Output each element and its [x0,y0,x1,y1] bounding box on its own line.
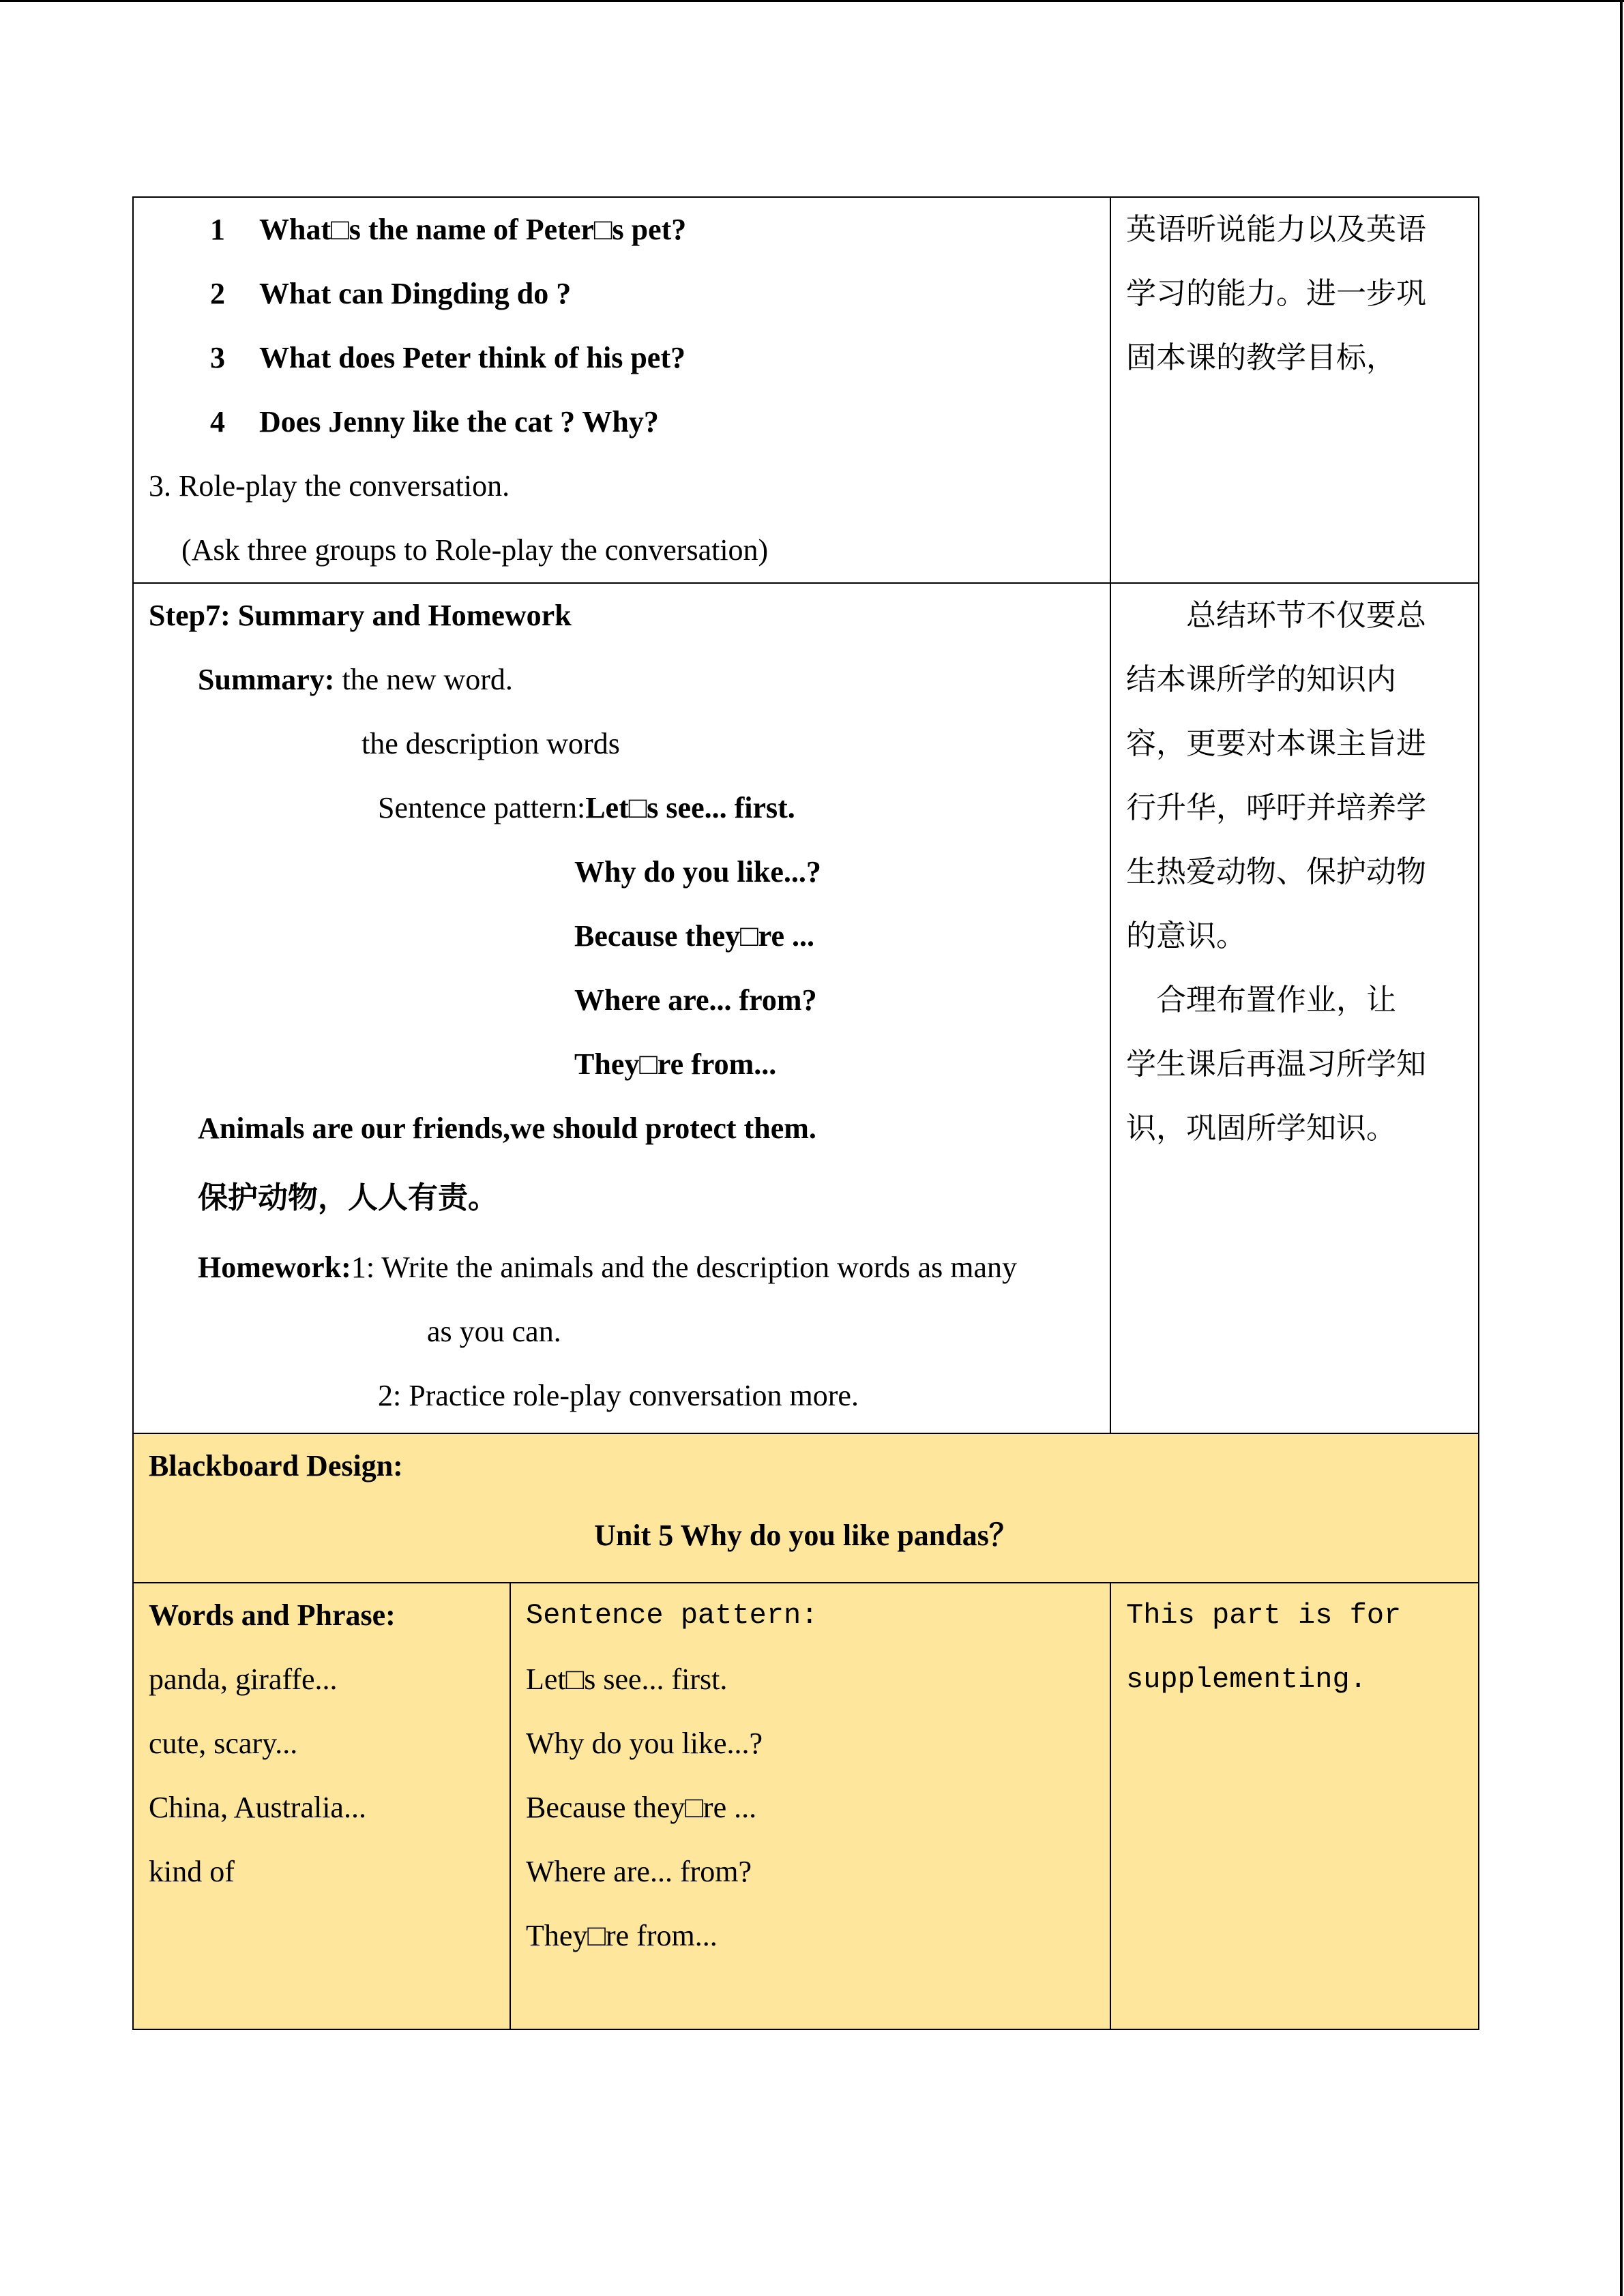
words-label: Words and Phrase: [149,1598,396,1632]
pattern-item: Let□s see... first. [526,1663,728,1696]
blackboard-header-cell [133,1433,1479,1583]
question-3 [149,326,1110,390]
note-line: 学生课后再温习所学知 [1126,1047,1426,1082]
word-item: China, Australia... [149,1791,366,1824]
summary-line [149,648,1110,712]
words-column [133,1583,510,2029]
note-line: 学习的能力。进一步巩 [1126,276,1426,311]
pattern-line: They□re from... [574,1047,777,1081]
supplement-column [1110,1583,1479,2029]
note-line: 结本课所学的知识内 [1126,662,1396,697]
question-4 [149,390,1110,454]
homework-line-2: 2: Practice role-play conversation more. [378,1379,859,1412]
note-line: 合理布置作业，让 [1126,983,1396,1017]
pattern-item: Why do you like...? [526,1727,763,1760]
summary-notes [1110,583,1479,1433]
note-line: 生热爱动物、保护动物 [1126,854,1426,889]
pattern-line: Why do you like...? [574,855,821,889]
question-number: 1 [210,213,225,246]
question-text: Does Jenny like the cat ? Why? [259,405,659,438]
note-line: 的意识。 [1126,919,1246,953]
supplement-line: This part is for [1126,1599,1402,1632]
pattern-line: Where are... from? [574,983,817,1017]
summary-cell [133,583,1110,1433]
description-words-line: the description words [361,727,620,760]
question-number: 4 [210,405,225,438]
summary-row [133,583,1479,1433]
note-line: 固本课的教学目标， [1126,340,1396,375]
note-line: 总结环节不仅要总 [1126,598,1426,633]
word-item: panda, giraffe... [149,1663,338,1696]
question-number: 2 [210,277,225,310]
sentence-pattern-line [149,776,1110,840]
pattern-label: Sentence pattern: [378,791,586,824]
question-2 [149,262,1110,326]
roleplay-note: (Ask three groups to Role-play the conversation) [181,533,769,567]
blackboard-title: Unit 5 Why do you like pandas？ [594,1519,1019,1552]
question-text: What□s the name of Peter□s pet? [259,213,687,246]
note-line: 容，更要对本课主旨进 [1126,726,1426,761]
supplement-line: supplementing. [1126,1663,1367,1696]
word-item: cute, scary... [149,1727,298,1760]
blackboard-body-row [133,1583,1479,2029]
pattern-line: Because they□re ... [574,919,815,953]
pattern-text: Let□s see... first. [585,791,795,824]
step-title: Step7: Summary and Homework [149,599,572,632]
page-right-border [1620,0,1623,2296]
animals-line: Animals are our friends,we should protect them. [198,1112,816,1145]
blackboard-label: Blackboard Design: [149,1449,403,1482]
question-1 [149,198,1110,262]
question-text: What can Dingding do ? [259,277,572,310]
lesson-plan-table [132,196,1479,2030]
discussion-notes [1110,197,1479,583]
pattern-item: Because they□re ... [526,1791,757,1824]
protect-animals-cn: 保护动物，人人有责。 [198,1180,498,1215]
roleplay-step: 3. Role-play the conversation. [149,469,510,503]
summary-label: Summary: [198,663,335,696]
homework-label: Homework: [198,1251,351,1284]
blackboard-header-row [133,1433,1479,1583]
patterns-label: Sentence pattern: [526,1599,818,1632]
homework-line-1 [149,1236,1110,1300]
pattern-item: Where are... from? [526,1855,752,1888]
question-number: 3 [210,341,225,374]
homework-text: 1: Write the animals and the description words as many [351,1251,1018,1284]
pattern-item: They□re from... [526,1919,718,1952]
word-item: kind of [149,1855,235,1888]
homework-line-1b: as you can. [427,1315,561,1348]
patterns-column [510,1583,1110,2029]
page-top-border [0,0,1624,2]
question-text: What does Peter think of his pet? [259,341,685,374]
discussion-row [133,197,1479,583]
discussion-cell [133,197,1110,583]
note-line: 英语听说能力以及英语 [1126,212,1426,247]
note-line: 行升华，呼吁并培养学 [1126,790,1426,825]
note-line: 识，巩固所学知识。 [1126,1111,1396,1146]
summary-text: the new word. [334,663,513,696]
